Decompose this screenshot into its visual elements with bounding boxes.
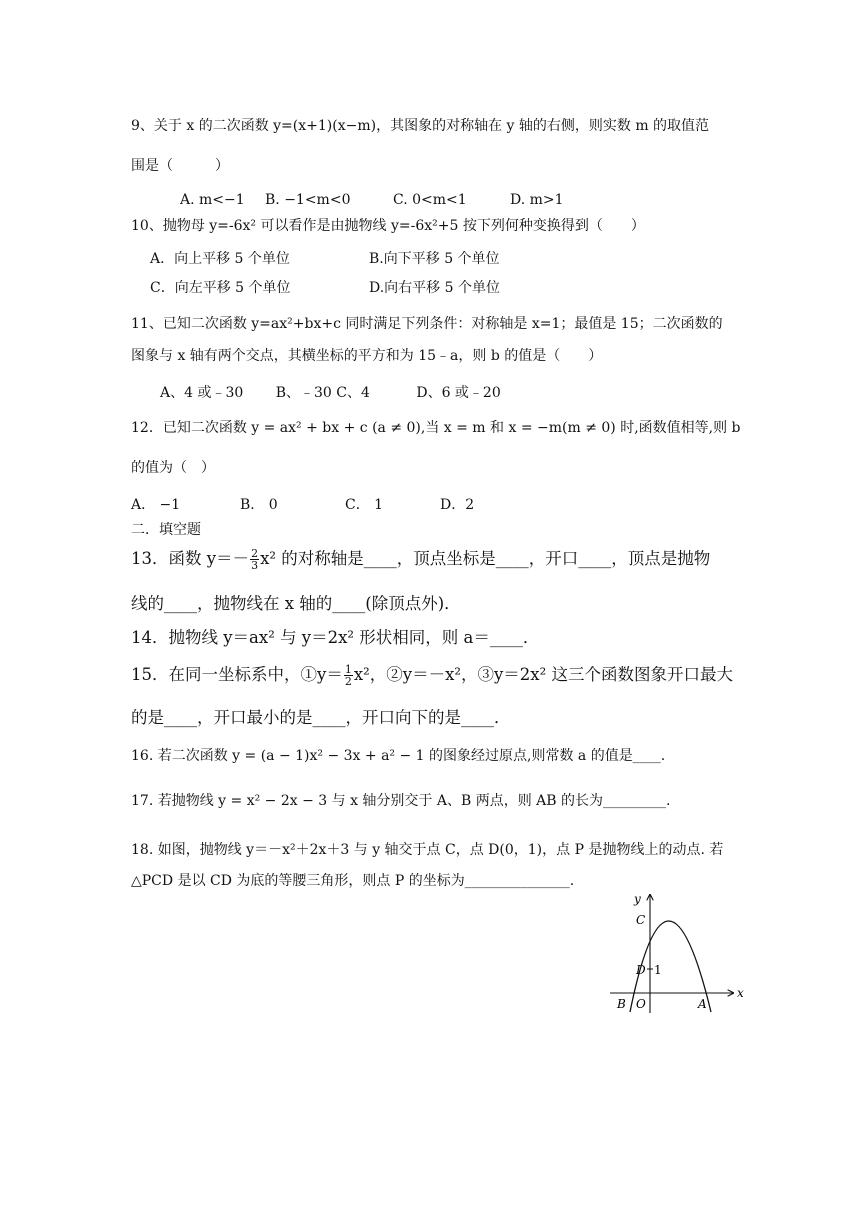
q9-option-d: D. m>1 bbox=[510, 192, 564, 208]
question-13-line-1 bbox=[131, 548, 710, 571]
question-16: 16. 若二次函数 y = (a − 1)x² − 3x + a² − 1 的图象经过原点,则常数 a 的值是____. bbox=[131, 748, 666, 764]
q10-option-a: A．向上平移 5 个单位 bbox=[150, 251, 290, 267]
question-9-line-2: 围是（ ） bbox=[131, 158, 229, 174]
question-12-line-2: 的值为（ ） bbox=[131, 460, 215, 476]
q12-option-a: A． −1 bbox=[131, 497, 181, 513]
q10-option-c: C．向左平移 5 个单位 bbox=[150, 280, 291, 296]
question-15-line-2: 的是____，开口最小的是____，开口向下的是____． bbox=[131, 708, 511, 727]
question-15-line-1 bbox=[131, 664, 733, 687]
point-b-label: B bbox=[617, 997, 626, 1011]
origin-label: O bbox=[636, 997, 646, 1011]
q9-option-b: B. −1<m<0 bbox=[265, 192, 351, 208]
d-value-label: 1 bbox=[654, 963, 662, 977]
q13-suffix: x² 的对称轴是____，顶点坐标是____，开口____，顶点是抛物 bbox=[260, 549, 711, 568]
q13-frac-num: 2 bbox=[251, 547, 259, 560]
q9-option-a: A. m<−1 bbox=[180, 192, 245, 208]
question-13-line-2: 线的____，抛物线在 x 轴的____(除顶点外)． bbox=[131, 594, 461, 613]
point-d-label: D bbox=[636, 963, 646, 977]
question-10-line-1: 10、抛物母 y=-6x² 可以看作是由抛物线 y=-6x²+5 按下列何种变换得到（ ） bbox=[131, 218, 645, 234]
q10-option-b: B.向下平移 5 个单位 bbox=[369, 251, 500, 267]
q15-frac-num: 1 bbox=[344, 663, 352, 676]
q12-option-b: B． 0 bbox=[240, 497, 278, 513]
parabola-figure bbox=[600, 885, 750, 1015]
x-axis-label: x bbox=[737, 986, 744, 1000]
q15-frac-den: 2 bbox=[344, 675, 352, 688]
question-11-line-1: 11、已知二次函数 y=ax²+bx+c 同时满足下列条件：对称轴是 x=1；最值是 15；二次函数的 bbox=[131, 316, 723, 332]
question-17: 17. 若抛物线 y = x² − 2x − 3 与 x 轴分别交于 A、B 两点，则 AB 的长为_________. bbox=[131, 793, 671, 809]
q12-option-c: C． 1 bbox=[345, 497, 384, 513]
question-11-line-2: 图象与 x 轴有两个交点，其横坐标的平方和为 15﹣a，则 b 的值是（ ） bbox=[131, 348, 603, 364]
q13-prefix: 13．函数 y＝－ bbox=[131, 549, 250, 568]
q15-prefix: 15．在同一坐标系中，①y＝ bbox=[131, 665, 343, 684]
question-9-line-1: 9、关于 x 的二次函数 y=(x+1)(x−m)，其图象的对称轴在 y 轴的右侧，则实数 m 的取值范 bbox=[131, 118, 710, 134]
q15-fraction bbox=[344, 664, 353, 687]
question-18-line-1: 18. 如图，抛物线 y＝－x²＋2x＋3 与 y 轴交于点 C，点 D(0，1)，点 P 是抛物线上的动点. 若 bbox=[131, 842, 724, 858]
point-a-label: A bbox=[698, 997, 707, 1011]
question-14: 14．抛物线 y＝ax² 与 y＝2x² 形状相同，则 a＝____． bbox=[131, 628, 540, 647]
q13-frac-den: 3 bbox=[251, 559, 259, 572]
question-18-line-2: △PCD 是以 CD 为底的等腰三角形，则点 P 的坐标为_______________. bbox=[131, 873, 575, 889]
question-12-line-1: 12．已知二次函数 y = ax² + bx + c (a ≠ 0),当 x = m 和 x = −m(m ≠ 0) 时,函数值相等,则 b bbox=[131, 420, 741, 436]
q10-option-d: D.向右平移 5 个单位 bbox=[369, 280, 500, 296]
q12-option-d: D．2 bbox=[440, 497, 475, 513]
section-heading-fill-in: 二．填空题 bbox=[131, 522, 201, 538]
q15-suffix: x²，②y＝－x²，③y＝2x² 这三个函数图象开口最大 bbox=[353, 665, 733, 684]
q9-option-c: C. 0<m<1 bbox=[393, 192, 467, 208]
q11-options: A、4 或﹣30 B、﹣30 C、4 D、6 或﹣20 bbox=[160, 385, 501, 401]
point-c-label: C bbox=[636, 913, 646, 927]
q13-fraction bbox=[250, 548, 259, 571]
y-axis-label: y bbox=[634, 892, 641, 906]
